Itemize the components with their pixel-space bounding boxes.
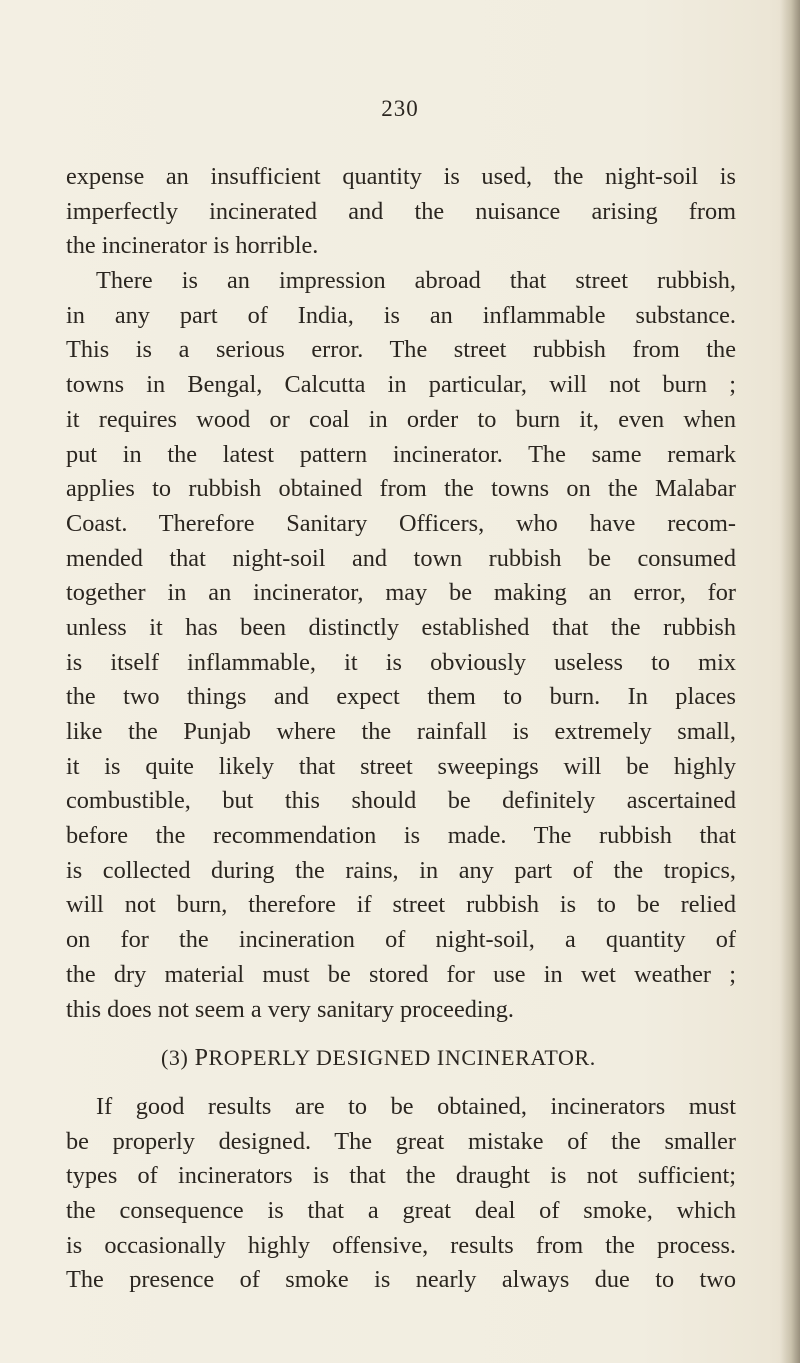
text-line: the dry material must be stored for use in wet weather ; xyxy=(66,960,736,988)
heading-initial: P xyxy=(194,1045,209,1072)
text-line: There is an impression abroad that street rubbish, xyxy=(96,267,736,295)
text-line: mended that night-soil and town rubbish be consumed xyxy=(66,544,736,572)
text-line: it is quite likely that street sweepings will be highly xyxy=(66,752,736,780)
text-line: in any part of India, is an inflammable substance. xyxy=(66,301,736,329)
text-line: like the Punjab where the rainfall is extremely small, xyxy=(66,718,736,745)
section-heading xyxy=(66,1041,736,1076)
text-line: is itself inflammable, it is obviously useless to mix xyxy=(66,648,736,676)
text-line: types of incinerators is that the draught is not sufficient; xyxy=(66,1162,736,1190)
heading-word: ROPERLY xyxy=(208,1045,310,1071)
text-line: This is a serious error. The street rubbish from the xyxy=(66,336,736,364)
text-line: is occasionally highly offensive, results from the process. xyxy=(66,1231,736,1259)
text-line: combustible, but this should be definitely ascertained xyxy=(66,787,736,815)
text-line: will not burn, therefore if street rubbish is to be relied xyxy=(66,891,736,919)
text-line: If good results are to be obtained, incinerators must xyxy=(96,1092,736,1120)
text-line: The presence of smoke is nearly always due to two xyxy=(66,1266,736,1294)
text-line: together in an incinerator, may be making an error, for xyxy=(66,579,736,607)
text-line: imperfectly incinerated and the nuisance arising from xyxy=(66,197,736,225)
page-edge-shadow xyxy=(780,0,800,1363)
paragraph-3 xyxy=(66,1090,736,1298)
text-line: the incinerator is horrible. xyxy=(66,232,319,260)
section-number: (3) xyxy=(161,1045,189,1071)
text-line: towns in Bengal, Calcutta in particular, will not burn ; xyxy=(66,371,736,399)
text-line: expense an insufficient quantity is used, the night-soil is xyxy=(66,163,736,190)
page-number: 230 xyxy=(381,96,419,121)
heading-rest: DESIGNED INCINERATOR. xyxy=(316,1045,596,1071)
text-line: on for the incineration of night-soil, a quantity of xyxy=(66,926,736,954)
text-line: the two things and expect them to burn. In places xyxy=(66,683,736,711)
text-line: the consequence is that a great deal of smoke, which xyxy=(66,1196,736,1224)
paragraph-1 xyxy=(66,160,736,264)
text-line: before the recommendation is made. The rubbish that xyxy=(66,822,736,850)
text-line: applies to rubbish obtained from the towns on the Malabar xyxy=(66,475,736,503)
text-line: unless it has been distinctly established that the rubbish xyxy=(66,613,736,641)
text-line: is collected during the rains, in any part of the tropics, xyxy=(66,856,736,884)
text-line: be properly designed. The great mistake of the smaller xyxy=(66,1127,736,1155)
text-line: this does not seem a very sanitary proceeding. xyxy=(66,995,515,1023)
body-text xyxy=(66,160,736,1298)
text-line: it requires wood or coal in order to burn it, even when xyxy=(66,405,736,433)
text-line: Coast. Therefore Sanitary Officers, who have recom- xyxy=(66,509,736,537)
text-line: put in the latest pattern incinerator. The same remark xyxy=(66,440,736,468)
paragraph-2 xyxy=(66,264,736,1027)
